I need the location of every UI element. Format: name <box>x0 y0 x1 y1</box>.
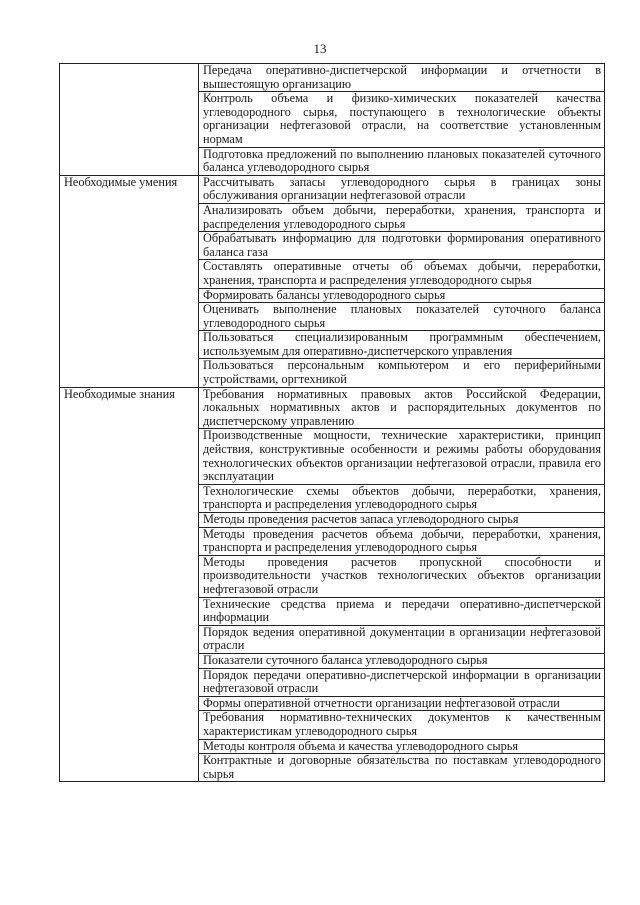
requirements-table <box>59 63 605 782</box>
table-row <box>60 64 605 92</box>
requirement-item: Порядок передачи оперативно-диспетчерской информации в организации нефтегазовой отрасли <box>199 668 605 696</box>
requirement-item: Формировать балансы углеводородного сырья <box>199 288 605 303</box>
requirement-item: Требования нормативно-технических документов к качественным характеристикам углеводородного сырья <box>199 711 605 739</box>
section-label: Необходимые умения <box>60 175 199 387</box>
requirement-item: Пользоваться специализированным программным обеспечением, используемым для оперативно-диспетчерского управления <box>199 331 605 359</box>
requirement-item: Составлять оперативные отчеты об объемах добычи, переработки, хранения, транспорта и распределения углеводородного сырья <box>199 260 605 288</box>
requirement-item: Технологические схемы объектов добычи, переработки, хранения, транспорта и распределения углеводородного сырья <box>199 484 605 512</box>
requirement-item: Технические средства приема и передачи оперативно-диспетчерской информации <box>199 597 605 625</box>
requirement-item: Производственные мощности, технические характеристики, принцип действия, конструктивные особенности и режимы работы оборудования технологических объектов организации нефтегазовой отрасли, правила его эксплуатации <box>199 429 605 484</box>
requirement-item: Обрабатывать информацию для подготовки формирования оперативного баланса газа <box>199 232 605 260</box>
requirement-item: Методы проведения расчетов запаса углеводородного сырья <box>199 513 605 528</box>
requirement-item: Контроль объема и физико-химических показателей качества углеводородного сырья, поступающего в технологические объекты организации нефтегазовой отрасли, на соответствие установленным нормам <box>199 92 605 147</box>
requirement-item: Контрактные и договорные обязательства по поставкам углеводородного сырья <box>199 754 605 782</box>
requirement-item: Формы оперативной отчетности организации нефтегазовой отрасли <box>199 696 605 711</box>
requirement-item: Методы контроля объема и качества углеводородного сырья <box>199 739 605 754</box>
page-number: 13 <box>313 41 327 56</box>
requirement-item: Порядок ведения оперативной документации в организации нефтегазовой отрасли <box>199 625 605 653</box>
requirement-item: Передача оперативно-диспетчерской информации и отчетности в вышестоящую организацию <box>199 64 605 92</box>
requirement-item: Методы проведения расчетов пропускной способности и производительности участков технологических объектов организации нефтегазовой отрасли <box>199 555 605 597</box>
requirement-item: Оценивать выполнение плановых показателей суточного баланса углеводородного сырья <box>199 303 605 331</box>
table-row <box>60 387 605 429</box>
requirement-item: Показатели суточного баланса углеводородного сырья <box>199 653 605 668</box>
requirement-item: Рассчитывать запасы углеводородного сырья в границах зоны обслуживания организации нефтегазовой отрасли <box>199 175 605 203</box>
requirement-item: Подготовка предложений по выполнению плановых показателей суточного баланса углеводородного сырья <box>199 147 605 175</box>
section-label: Необходимые знания <box>60 387 199 782</box>
requirement-item: Требования нормативных правовых актов Российской Федерации, локальных нормативных актов и распорядительных документов по диспетчерскому управлению <box>199 387 605 429</box>
section-label <box>60 64 199 176</box>
requirements-table-body <box>60 64 605 782</box>
requirement-item: Методы проведения расчетов объема добычи, переработки, хранения, транспорта и распределения углеводородного сырья <box>199 527 605 555</box>
requirement-item: Анализировать объем добычи, переработки, хранения, транспорта и распределения углеводородного сырья <box>199 203 605 231</box>
table-row <box>60 175 605 203</box>
requirement-item: Пользоваться персональным компьютером и его периферийными устройствами, оргтехникой <box>199 359 605 387</box>
